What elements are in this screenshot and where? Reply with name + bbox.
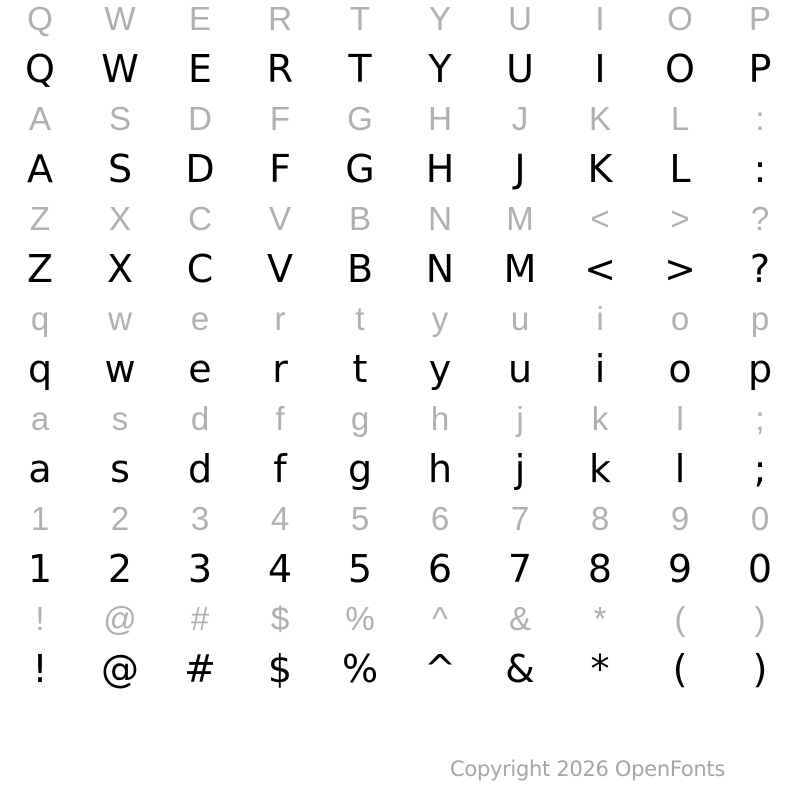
glyph-cell: R <box>266 47 294 91</box>
glyph-cell: > <box>664 247 696 291</box>
glyph-cell: C <box>186 247 214 291</box>
glyph-cell: a <box>30 400 50 437</box>
glyph-cell: Z <box>26 247 54 291</box>
glyph-cell: h <box>427 447 453 491</box>
glyph-cell: 7 <box>507 547 533 591</box>
glyph-cell: W <box>104 0 136 37</box>
glyph-cell: W <box>101 47 139 91</box>
glyph-cell: H <box>428 100 452 137</box>
glyph-cell: ) <box>754 600 766 637</box>
glyph-cell: l <box>674 447 686 491</box>
glyph-cell: Q <box>25 47 55 91</box>
glyph-cell: 0 <box>750 500 770 537</box>
glyph-cell: & <box>508 600 531 637</box>
glyph-cell: s <box>111 400 129 437</box>
glyph-cell: $ <box>270 600 290 637</box>
glyph-cell: < <box>590 200 610 237</box>
glyph-cell: : <box>753 147 767 191</box>
glyph-cell: w <box>104 347 136 391</box>
glyph-cell: e <box>190 300 210 337</box>
glyph-cell: l <box>676 400 684 437</box>
glyph-cell: L <box>669 147 691 191</box>
glyph-cell: 4 <box>267 547 293 591</box>
glyph-cell: y <box>428 347 452 391</box>
glyph-cell: k <box>591 400 609 437</box>
glyph-cell: 8 <box>590 500 610 537</box>
glyph-cell: % <box>345 600 375 637</box>
glyph-cell: d <box>190 400 210 437</box>
glyph-cell: 6 <box>430 500 450 537</box>
glyph-cell: i <box>594 347 606 391</box>
footer-copyright: Copyright 2026 OpenFonts <box>450 757 725 781</box>
glyph-cell: h <box>430 400 450 437</box>
glyph-cell: : <box>755 100 765 137</box>
glyph-cell: Y <box>428 0 451 37</box>
glyph-cell: A <box>28 100 51 137</box>
glyph-cell: 1 <box>30 500 50 537</box>
glyph-cell: j <box>514 447 526 491</box>
glyph-cell: D <box>185 147 215 191</box>
glyph-cell: 2 <box>107 547 133 591</box>
glyph-cell: 4 <box>270 500 290 537</box>
glyph-cell: t <box>352 347 368 391</box>
glyph-cell: p <box>750 300 770 337</box>
specimen-row-6-primary <box>0 247 800 291</box>
glyph-cell: 5 <box>347 547 373 591</box>
glyph-cell: 8 <box>587 547 613 591</box>
glyph-cell: p <box>747 347 773 391</box>
glyph-cell: r <box>274 300 286 337</box>
glyph-cell: j <box>516 400 524 437</box>
glyph-cell: G <box>347 100 373 137</box>
glyph-cell: ) <box>752 647 768 691</box>
glyph-cell: ( <box>674 600 686 637</box>
glyph-cell: * <box>593 600 607 637</box>
glyph-cell: 0 <box>747 547 773 591</box>
specimen-row-10-primary <box>0 447 800 491</box>
glyph-cell: B <box>346 247 374 291</box>
glyph-cell: ( <box>672 647 688 691</box>
glyph-cell: K <box>588 100 611 137</box>
glyph-cell: D <box>188 100 212 137</box>
glyph-cell: F <box>269 100 291 137</box>
glyph-cell: ; <box>753 447 767 491</box>
specimen-row-4-primary <box>0 147 800 191</box>
glyph-cell: S <box>107 147 133 191</box>
glyph-cell: i <box>596 300 604 337</box>
glyph-cell: Y <box>428 47 452 91</box>
glyph-cell: 6 <box>427 547 453 591</box>
glyph-cell: ! <box>35 600 45 637</box>
glyph-cell: q <box>30 300 50 337</box>
specimen-row-13-muted <box>0 602 800 635</box>
glyph-cell: K <box>587 147 613 191</box>
glyph-cell: a <box>28 447 52 491</box>
glyph-cell: M <box>506 200 534 237</box>
glyph-cell: T <box>349 0 371 37</box>
glyph-cell: $ <box>267 647 293 691</box>
glyph-cell: @ <box>101 647 139 691</box>
glyph-cell: ^ <box>424 647 456 691</box>
glyph-cell: N <box>428 200 452 237</box>
glyph-cell: 9 <box>670 500 690 537</box>
glyph-cell: u <box>507 347 533 391</box>
glyph-cell: R <box>268 0 292 37</box>
glyph-cell: B <box>348 200 371 237</box>
glyph-cell: V <box>268 200 291 237</box>
glyph-cell: V <box>267 247 293 291</box>
glyph-cell: r <box>272 347 288 391</box>
glyph-cell: t <box>355 300 365 337</box>
specimen-row-5-muted <box>0 202 800 235</box>
specimen-row-1-muted <box>0 2 800 35</box>
glyph-cell: o <box>670 300 690 337</box>
specimen-row-8-primary <box>0 347 800 391</box>
glyph-cell: Z <box>29 200 51 237</box>
glyph-cell: C <box>188 200 212 237</box>
glyph-cell: f <box>275 400 285 437</box>
glyph-cell: 3 <box>187 547 213 591</box>
glyph-cell: y <box>431 300 449 337</box>
glyph-cell: H <box>425 147 455 191</box>
glyph-cell: d <box>187 447 213 491</box>
glyph-cell: I <box>595 0 605 37</box>
glyph-cell: J <box>511 100 529 137</box>
glyph-cell: f <box>273 447 287 491</box>
glyph-cell: T <box>348 47 372 91</box>
specimen-row-14-primary <box>0 647 800 691</box>
glyph-cell: X <box>108 200 131 237</box>
glyph-cell: S <box>108 100 131 137</box>
glyph-cell: U <box>506 47 534 91</box>
glyph-cell: J <box>514 147 526 191</box>
glyph-cell: O <box>665 47 695 91</box>
glyph-cell: G <box>345 147 375 191</box>
specimen-row-3-muted <box>0 102 800 135</box>
glyph-cell: I <box>594 47 606 91</box>
glyph-cell: 5 <box>350 500 370 537</box>
glyph-cell: 7 <box>510 500 530 537</box>
glyph-cell: 1 <box>27 547 53 591</box>
glyph-cell: ? <box>750 200 770 237</box>
specimen-row-2-primary <box>0 47 800 91</box>
glyph-cell: ^ <box>432 600 448 637</box>
glyph-cell: < <box>584 247 616 291</box>
glyph-cell: g <box>350 400 370 437</box>
glyph-cell: % <box>341 647 379 691</box>
glyph-cell: A <box>27 147 53 191</box>
glyph-cell: E <box>187 47 212 91</box>
glyph-cell: # <box>184 647 216 691</box>
glyph-cell: & <box>505 647 535 691</box>
glyph-cell: k <box>588 447 611 491</box>
glyph-cell: ! <box>32 647 48 691</box>
specimen-row-11-muted <box>0 502 800 535</box>
specimen-row-12-primary <box>0 547 800 591</box>
specimen-row-9-muted <box>0 402 800 435</box>
glyph-cell: * <box>590 647 610 691</box>
glyph-cell: o <box>668 347 692 391</box>
glyph-cell: u <box>510 300 530 337</box>
glyph-cell: P <box>748 0 771 37</box>
glyph-cell: L <box>670 100 690 137</box>
glyph-cell: @ <box>103 600 137 637</box>
glyph-cell: s <box>110 447 130 491</box>
glyph-cell: 9 <box>667 547 693 591</box>
glyph-cell: w <box>108 300 132 337</box>
glyph-cell: 2 <box>110 500 130 537</box>
glyph-cell: 3 <box>190 500 210 537</box>
glyph-cell: > <box>670 200 690 237</box>
glyph-cell: ? <box>749 247 771 291</box>
specimen-row-7-muted <box>0 302 800 335</box>
glyph-cell: N <box>425 247 455 291</box>
glyph-cell: F <box>269 147 291 191</box>
glyph-cell: O <box>667 0 693 37</box>
glyph-cell: g <box>347 447 373 491</box>
glyph-cell: Q <box>27 0 53 37</box>
glyph-cell: X <box>106 247 134 291</box>
glyph-cell: # <box>190 600 210 637</box>
glyph-cell: q <box>27 347 53 391</box>
glyph-cell: E <box>188 0 211 37</box>
glyph-cell: e <box>188 347 212 391</box>
glyph-cell: ; <box>755 400 765 437</box>
glyph-cell: M <box>503 247 537 291</box>
glyph-cell: U <box>508 0 532 37</box>
glyph-cell: P <box>748 47 772 91</box>
